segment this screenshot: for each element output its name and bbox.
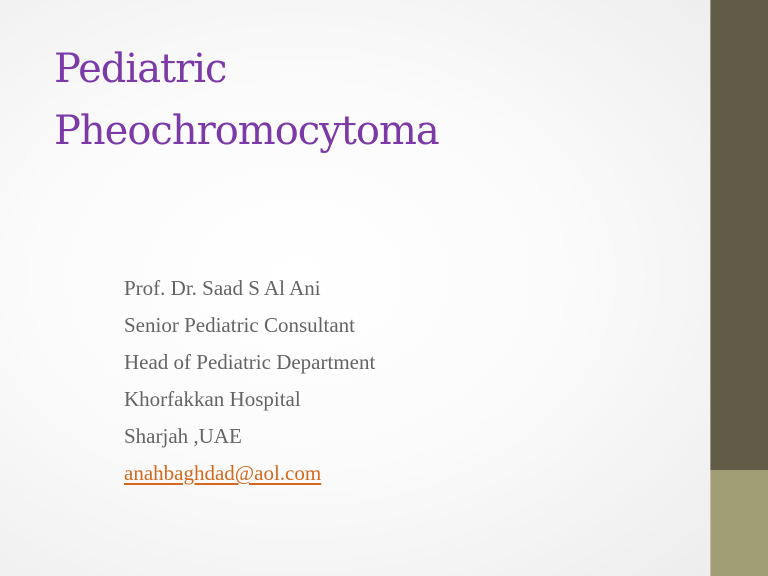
presenter-hospital: Khorfakkan Hospital [124,387,301,411]
presenter-role: Senior Pediatric Consultant [124,313,355,337]
presenter-name: Prof. Dr. Saad S Al Ani [124,276,321,300]
sidebar-dark-band [710,0,768,470]
presenter-location: Sharjah ,UAE [124,424,242,448]
email-link[interactable]: anahbaghdad@aol.com [124,461,322,485]
sidebar-light-band [710,470,768,576]
presenter-department: Head of Pediatric Department [124,350,376,374]
title-line-2: Pheochromocytoma [54,108,439,154]
presenter-email-item [124,455,375,492]
slide-title [54,38,694,162]
presenter-info [124,270,375,492]
sidebar-divider [710,0,711,576]
title-line-1: Pediatric [54,46,227,92]
